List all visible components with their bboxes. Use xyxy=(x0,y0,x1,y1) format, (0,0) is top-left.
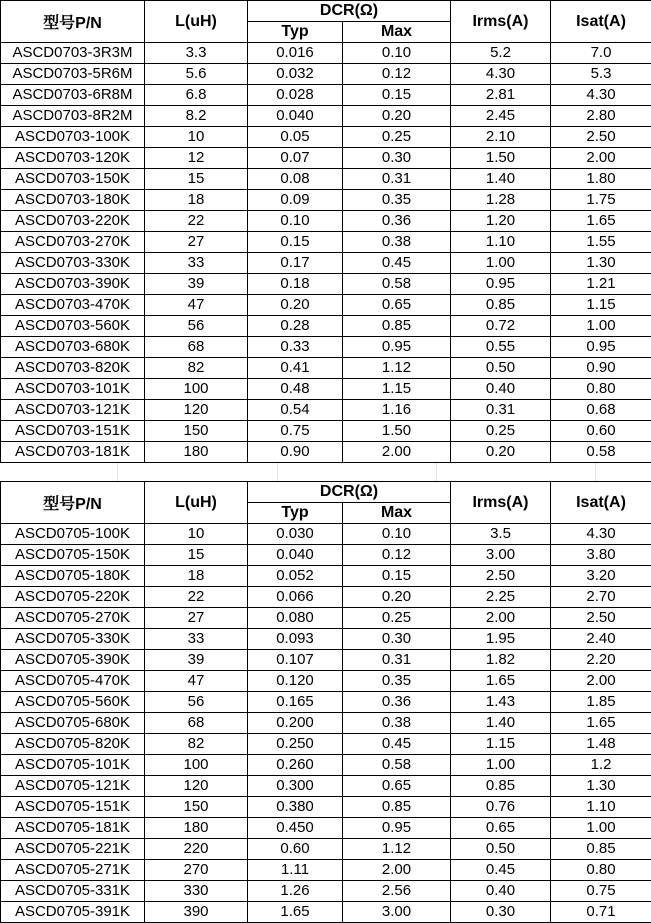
table-cell: ASCD0703-3R3M xyxy=(1,43,145,64)
table-cell: 100 xyxy=(145,379,248,400)
table-cell: 1.85 xyxy=(551,692,651,713)
table-cell: 1.40 xyxy=(451,169,551,190)
table-row xyxy=(1,713,651,734)
table-cell: 0.58 xyxy=(343,274,451,295)
table-cell: 1.55 xyxy=(551,232,651,253)
table-cell: 12 xyxy=(145,148,248,169)
table-cell: 0.380 xyxy=(248,797,343,818)
table-row xyxy=(1,211,651,232)
table-cell: 0.85 xyxy=(451,295,551,316)
table-cell: 2.50 xyxy=(551,127,651,148)
table-cell: 0.85 xyxy=(551,839,651,860)
table-cell: 1.12 xyxy=(343,839,451,860)
table-cell: 1.00 xyxy=(551,818,651,839)
table-cell: ASCD0703-820K xyxy=(1,358,145,379)
table-cell: 1.15 xyxy=(451,734,551,755)
table-row xyxy=(1,358,651,379)
header-irms: Irms(A) xyxy=(451,482,551,524)
table-cell: 0.450 xyxy=(248,818,343,839)
table-row xyxy=(1,43,651,64)
table-cell: 0.85 xyxy=(343,316,451,337)
table-cell: 0.17 xyxy=(248,253,343,274)
table-row xyxy=(1,818,651,839)
table-cell: 1.21 xyxy=(551,274,651,295)
table-cell: 0.10 xyxy=(248,211,343,232)
table-cell: 0.45 xyxy=(343,253,451,274)
table-cell: 0.20 xyxy=(248,295,343,316)
header-irms: Irms(A) xyxy=(451,1,551,43)
table-cell: 0.45 xyxy=(343,734,451,755)
table-cell: 4.30 xyxy=(551,85,651,106)
table-cell: 0.12 xyxy=(343,545,451,566)
table-cell: 0.08 xyxy=(248,169,343,190)
table-cell: 0.30 xyxy=(343,629,451,650)
table-cell: 1.20 xyxy=(451,211,551,232)
header-row-1 xyxy=(1,482,651,503)
table-cell: 4.30 xyxy=(451,64,551,85)
table-row xyxy=(1,755,651,776)
table-cell: ASCD0703-560K xyxy=(1,316,145,337)
table-cell: 0.15 xyxy=(343,566,451,587)
table-cell: 0.200 xyxy=(248,713,343,734)
table-cell: 39 xyxy=(145,274,248,295)
header-dcr: DCR(Ω) xyxy=(248,482,451,503)
table-cell: 0.260 xyxy=(248,755,343,776)
table-cell: 0.85 xyxy=(451,776,551,797)
table-cell: 1.48 xyxy=(551,734,651,755)
table-cell: 0.60 xyxy=(248,839,343,860)
table-cell: 0.20 xyxy=(343,587,451,608)
table-cell: 0.76 xyxy=(451,797,551,818)
table-cell: 1.2 xyxy=(551,755,651,776)
table-cell: 0.20 xyxy=(343,106,451,127)
table-cell: ASCD0703-101K xyxy=(1,379,145,400)
table-cell: 0.90 xyxy=(248,442,343,463)
table-cell: 2.45 xyxy=(451,106,551,127)
table-cell: 0.85 xyxy=(343,797,451,818)
table-cell: 1.65 xyxy=(551,713,651,734)
table-cell: 2.00 xyxy=(451,608,551,629)
table-cell: ASCD0703-680K xyxy=(1,337,145,358)
table-cell: ASCD0705-560K xyxy=(1,692,145,713)
table-row xyxy=(1,169,651,190)
table-cell: ASCD0705-181K xyxy=(1,818,145,839)
table-cell: 120 xyxy=(145,776,248,797)
table-cell: 0.90 xyxy=(551,358,651,379)
table-cell: ASCD0703-330K xyxy=(1,253,145,274)
table-cell: 2.56 xyxy=(343,881,451,902)
gridline xyxy=(436,463,437,481)
table-cell: 2.50 xyxy=(551,608,651,629)
table-cell: 1.00 xyxy=(451,755,551,776)
header-dcr-typ: Typ xyxy=(248,22,343,43)
table-cell: 2.00 xyxy=(343,860,451,881)
table-row xyxy=(1,442,651,463)
table-cell: 56 xyxy=(145,692,248,713)
table-cell: 1.16 xyxy=(343,400,451,421)
table-cell: ASCD0705-101K xyxy=(1,755,145,776)
table-cell: 0.55 xyxy=(451,337,551,358)
header-dcr-typ: Typ xyxy=(248,503,343,524)
table-cell: 0.300 xyxy=(248,776,343,797)
table-cell: ASCD0705-330K xyxy=(1,629,145,650)
table-cell: 150 xyxy=(145,421,248,442)
table-row xyxy=(1,148,651,169)
table-cell: 0.95 xyxy=(551,337,651,358)
table-cell: 2.81 xyxy=(451,85,551,106)
table-cell: 1.82 xyxy=(451,650,551,671)
table-cell: 10 xyxy=(145,524,248,545)
header-part-number: 型号P/N xyxy=(1,1,145,43)
table-cell: 2.50 xyxy=(451,566,551,587)
header-inductance: L(uH) xyxy=(145,482,248,524)
table-cell: 0.10 xyxy=(343,43,451,64)
table-cell: ASCD0705-390K xyxy=(1,650,145,671)
table-cell: ASCD0705-150K xyxy=(1,545,145,566)
table-gap xyxy=(0,463,651,481)
table-cell: ASCD0705-680K xyxy=(1,713,145,734)
table-cell: 0.65 xyxy=(343,776,451,797)
table-cell: 0.72 xyxy=(451,316,551,337)
table-cell: 0.066 xyxy=(248,587,343,608)
table-cell: 2.00 xyxy=(343,442,451,463)
table-cell: 270 xyxy=(145,860,248,881)
table-row xyxy=(1,274,651,295)
table-cell: ASCD0703-121K xyxy=(1,400,145,421)
table-cell: 0.95 xyxy=(343,337,451,358)
table-cell: 0.68 xyxy=(551,400,651,421)
table-row xyxy=(1,860,651,881)
gridline xyxy=(277,463,278,481)
table-cell: 0.040 xyxy=(248,106,343,127)
table-cell: ASCD0705-151K xyxy=(1,797,145,818)
table-cell: 0.45 xyxy=(451,860,551,881)
table-cell: 1.12 xyxy=(343,358,451,379)
spec-table-ascd0705 xyxy=(0,481,651,923)
table-cell: 120 xyxy=(145,400,248,421)
table-row xyxy=(1,734,651,755)
table-row xyxy=(1,587,651,608)
table-cell: 2.00 xyxy=(551,671,651,692)
table-cell: 8.2 xyxy=(145,106,248,127)
table-row xyxy=(1,106,651,127)
table-cell: 1.40 xyxy=(451,713,551,734)
table-cell: ASCD0705-100K xyxy=(1,524,145,545)
table-header xyxy=(1,482,651,524)
table-cell: 0.09 xyxy=(248,190,343,211)
table-cell: 0.80 xyxy=(551,379,651,400)
table-cell: 0.030 xyxy=(248,524,343,545)
table-cell: 0.120 xyxy=(248,671,343,692)
table-cell: 3.00 xyxy=(451,545,551,566)
table-cell: 0.30 xyxy=(451,902,551,923)
table-cell: 1.50 xyxy=(451,148,551,169)
table-cell: ASCD0703-270K xyxy=(1,232,145,253)
table-cell: ASCD0703-150K xyxy=(1,169,145,190)
header-dcr: DCR(Ω) xyxy=(248,1,451,22)
table-cell: 0.58 xyxy=(343,755,451,776)
table-row xyxy=(1,608,651,629)
table-cell: 47 xyxy=(145,671,248,692)
table-cell: ASCD0703-120K xyxy=(1,148,145,169)
table-cell: 0.052 xyxy=(248,566,343,587)
table-cell: 0.093 xyxy=(248,629,343,650)
table-header xyxy=(1,1,651,43)
table-cell: 39 xyxy=(145,650,248,671)
table-cell: 0.25 xyxy=(343,608,451,629)
gridline xyxy=(595,463,596,481)
table-cell: ASCD0705-221K xyxy=(1,839,145,860)
table-cell: 3.80 xyxy=(551,545,651,566)
table-cell: 0.10 xyxy=(343,524,451,545)
table-cell: 0.80 xyxy=(551,860,651,881)
table-cell: 0.58 xyxy=(551,442,651,463)
table-cell: 0.040 xyxy=(248,545,343,566)
table-cell: 0.028 xyxy=(248,85,343,106)
table-cell: ASCD0705-220K xyxy=(1,587,145,608)
table-cell: 0.15 xyxy=(343,85,451,106)
table-cell: 0.38 xyxy=(343,713,451,734)
table-cell: 1.15 xyxy=(343,379,451,400)
table-row xyxy=(1,190,651,211)
table-row xyxy=(1,85,651,106)
table-cell: 330 xyxy=(145,881,248,902)
table-cell: 2.20 xyxy=(551,650,651,671)
header-dcr-max: Max xyxy=(343,22,451,43)
table-row xyxy=(1,400,651,421)
table-cell: 0.65 xyxy=(451,818,551,839)
table-row xyxy=(1,421,651,442)
table-cell: 5.6 xyxy=(145,64,248,85)
header-isat: Isat(A) xyxy=(551,1,651,43)
table-row xyxy=(1,253,651,274)
table-body-ascd0705 xyxy=(1,524,651,923)
table-cell: ASCD0705-270K xyxy=(1,608,145,629)
table-cell: 0.032 xyxy=(248,64,343,85)
table-cell: 3.3 xyxy=(145,43,248,64)
table-cell: 7.0 xyxy=(551,43,651,64)
table-cell: 0.07 xyxy=(248,148,343,169)
table-cell: 15 xyxy=(145,169,248,190)
table-cell: 10 xyxy=(145,127,248,148)
table-cell: ASCD0705-271K xyxy=(1,860,145,881)
table-cell: 68 xyxy=(145,337,248,358)
table-cell: 0.28 xyxy=(248,316,343,337)
table-cell: 0.95 xyxy=(343,818,451,839)
table-cell: 220 xyxy=(145,839,248,860)
table-cell: 1.00 xyxy=(551,316,651,337)
table-row xyxy=(1,337,651,358)
table-cell: 0.38 xyxy=(343,232,451,253)
table-cell: 1.43 xyxy=(451,692,551,713)
table-cell: 2.80 xyxy=(551,106,651,127)
table-row xyxy=(1,797,651,818)
table-cell: 0.31 xyxy=(451,400,551,421)
table-cell: 56 xyxy=(145,316,248,337)
table-cell: 0.50 xyxy=(451,839,551,860)
table-cell: 0.65 xyxy=(343,295,451,316)
table-cell: ASCD0703-180K xyxy=(1,190,145,211)
table-cell: ASCD0705-180K xyxy=(1,566,145,587)
header-part-number: 型号P/N xyxy=(1,482,145,524)
table-cell: ASCD0703-8R2M xyxy=(1,106,145,127)
header-row-1 xyxy=(1,1,651,22)
table-cell: 100 xyxy=(145,755,248,776)
table-cell: 1.80 xyxy=(551,169,651,190)
table-row xyxy=(1,629,651,650)
table-cell: 0.016 xyxy=(248,43,343,64)
table-row xyxy=(1,232,651,253)
header-inductance: L(uH) xyxy=(145,1,248,43)
table-cell: 82 xyxy=(145,358,248,379)
table-cell: 2.00 xyxy=(551,148,651,169)
table-cell: 6.8 xyxy=(145,85,248,106)
table-cell: 2.25 xyxy=(451,587,551,608)
table-row xyxy=(1,524,651,545)
table-cell: 0.50 xyxy=(451,358,551,379)
table-cell: 0.12 xyxy=(343,64,451,85)
table-cell: 22 xyxy=(145,587,248,608)
table-cell: 0.18 xyxy=(248,274,343,295)
table-cell: 1.65 xyxy=(551,211,651,232)
table-cell: 0.60 xyxy=(551,421,651,442)
table-cell: 27 xyxy=(145,608,248,629)
table-cell: 2.10 xyxy=(451,127,551,148)
table-cell: 1.10 xyxy=(451,232,551,253)
table-cell: 0.54 xyxy=(248,400,343,421)
table-row xyxy=(1,650,651,671)
table-cell: 1.65 xyxy=(248,902,343,923)
table-cell: 0.71 xyxy=(551,902,651,923)
table-cell: 22 xyxy=(145,211,248,232)
table-cell: 0.75 xyxy=(248,421,343,442)
table-cell: 18 xyxy=(145,566,248,587)
table-row xyxy=(1,64,651,85)
table-cell: 0.080 xyxy=(248,608,343,629)
table-cell: ASCD0703-5R6M xyxy=(1,64,145,85)
table-cell: 18 xyxy=(145,190,248,211)
table-cell: 0.31 xyxy=(343,650,451,671)
table-cell: 47 xyxy=(145,295,248,316)
table-row xyxy=(1,316,651,337)
table-cell: 0.107 xyxy=(248,650,343,671)
table-cell: ASCD0703-220K xyxy=(1,211,145,232)
table-cell: 390 xyxy=(145,902,248,923)
table-cell: 0.48 xyxy=(248,379,343,400)
table-cell: ASCD0703-6R8M xyxy=(1,85,145,106)
table-cell: ASCD0705-391K xyxy=(1,902,145,923)
table-cell: 0.25 xyxy=(343,127,451,148)
table-cell: ASCD0705-820K xyxy=(1,734,145,755)
table-cell: 0.30 xyxy=(343,148,451,169)
table-row xyxy=(1,566,651,587)
table-cell: 0.35 xyxy=(343,190,451,211)
table-cell: 1.95 xyxy=(451,629,551,650)
table-cell: 1.26 xyxy=(248,881,343,902)
table-cell: 0.15 xyxy=(248,232,343,253)
table-cell: 1.50 xyxy=(343,421,451,442)
table-cell: 2.40 xyxy=(551,629,651,650)
table-cell: 4.30 xyxy=(551,524,651,545)
table-cell: 1.30 xyxy=(551,776,651,797)
table-cell: 3.20 xyxy=(551,566,651,587)
table-row xyxy=(1,295,651,316)
table-cell: 1.11 xyxy=(248,860,343,881)
table-body-ascd0703 xyxy=(1,43,651,463)
table-cell: 0.165 xyxy=(248,692,343,713)
table-cell: 0.31 xyxy=(343,169,451,190)
table-row xyxy=(1,839,651,860)
table-cell: 0.05 xyxy=(248,127,343,148)
table-cell: 33 xyxy=(145,629,248,650)
header-isat: Isat(A) xyxy=(551,482,651,524)
table-cell: 1.75 xyxy=(551,190,651,211)
table-cell: 1.30 xyxy=(551,253,651,274)
table-row xyxy=(1,776,651,797)
table-cell: ASCD0703-470K xyxy=(1,295,145,316)
table-cell: ASCD0703-151K xyxy=(1,421,145,442)
table-cell: ASCD0703-100K xyxy=(1,127,145,148)
table-row xyxy=(1,379,651,400)
table-cell: ASCD0703-390K xyxy=(1,274,145,295)
table-cell: 1.65 xyxy=(451,671,551,692)
table-cell: 1.15 xyxy=(551,295,651,316)
table-cell: 2.70 xyxy=(551,587,651,608)
table-row xyxy=(1,127,651,148)
table-row xyxy=(1,671,651,692)
table-cell: 68 xyxy=(145,713,248,734)
table-cell: 15 xyxy=(145,545,248,566)
table-cell: ASCD0705-121K xyxy=(1,776,145,797)
table-cell: 180 xyxy=(145,442,248,463)
table-row xyxy=(1,692,651,713)
gridline xyxy=(117,463,118,481)
table-cell: 0.41 xyxy=(248,358,343,379)
table-cell: ASCD0705-331K xyxy=(1,881,145,902)
table-cell: 33 xyxy=(145,253,248,274)
table-row xyxy=(1,545,651,566)
table-cell: 150 xyxy=(145,797,248,818)
table-cell: 0.75 xyxy=(551,881,651,902)
table-cell: 82 xyxy=(145,734,248,755)
table-cell: 1.28 xyxy=(451,190,551,211)
table-cell: 0.33 xyxy=(248,337,343,358)
table-cell: 0.20 xyxy=(451,442,551,463)
table-cell: 5.3 xyxy=(551,64,651,85)
table-cell: 0.40 xyxy=(451,379,551,400)
table-cell: 3.5 xyxy=(451,524,551,545)
table-cell: 0.40 xyxy=(451,881,551,902)
table-cell: 180 xyxy=(145,818,248,839)
table-cell: 5.2 xyxy=(451,43,551,64)
table-cell: 27 xyxy=(145,232,248,253)
header-dcr-max: Max xyxy=(343,503,451,524)
table-cell: 0.36 xyxy=(343,692,451,713)
table-cell: 3.00 xyxy=(343,902,451,923)
table-cell: 0.36 xyxy=(343,211,451,232)
table-cell: 0.25 xyxy=(451,421,551,442)
table-cell: 0.35 xyxy=(343,671,451,692)
table-cell: ASCD0703-181K xyxy=(1,442,145,463)
table-cell: 1.10 xyxy=(551,797,651,818)
table-cell: 0.250 xyxy=(248,734,343,755)
table-cell: 0.95 xyxy=(451,274,551,295)
table-row xyxy=(1,902,651,923)
table-cell: 1.00 xyxy=(451,253,551,274)
table-cell: ASCD0705-470K xyxy=(1,671,145,692)
